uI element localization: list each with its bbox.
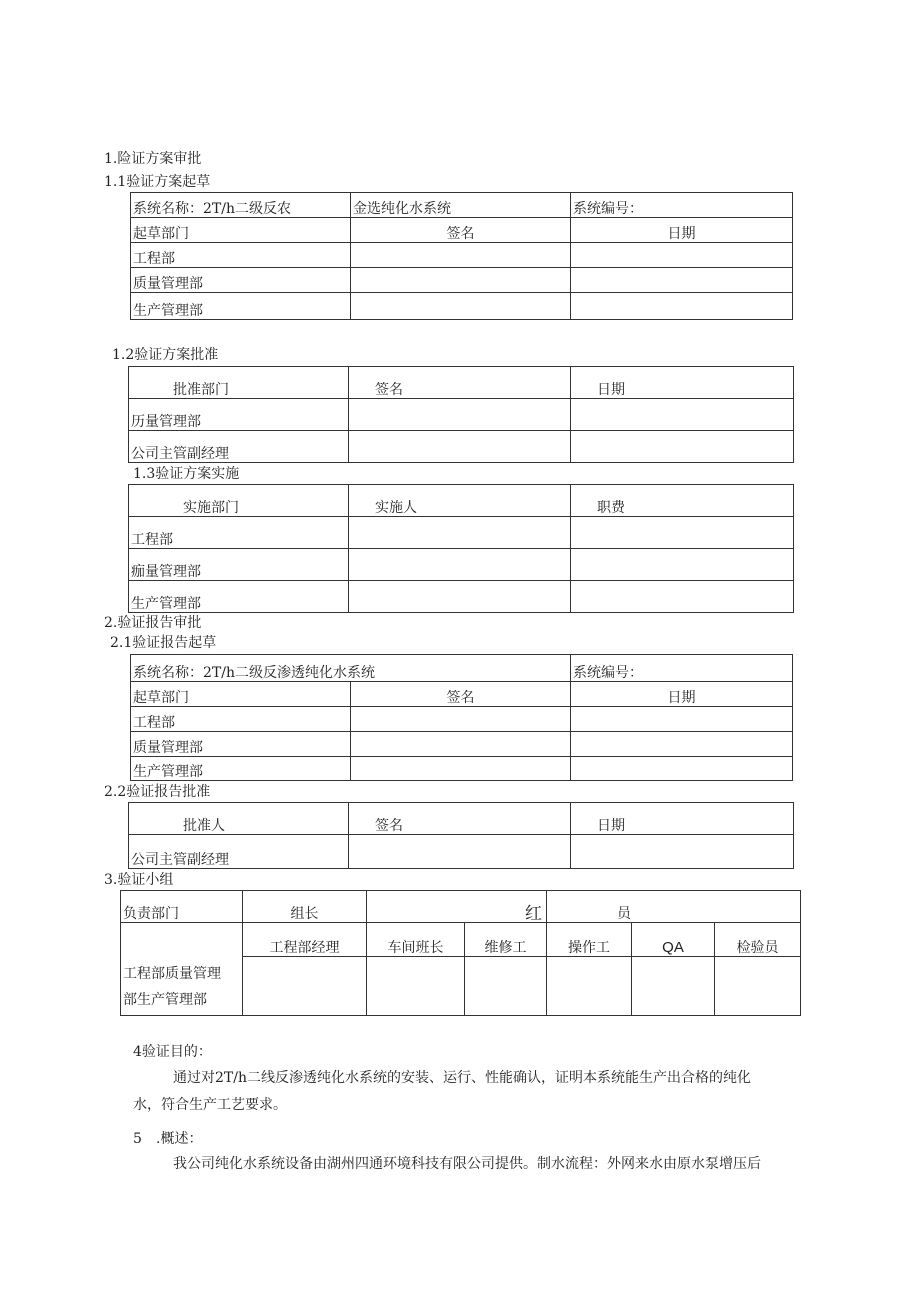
signature-cell[interactable]: [351, 268, 571, 293]
section-4-title: 4验证目的：: [133, 1044, 212, 1060]
report-system-name-cell: 系统名称：2T/h二级反渗透纯化水系统: [131, 655, 571, 682]
member-cell[interactable]: [367, 957, 465, 1016]
dept-production: 生产管理部: [131, 757, 351, 781]
leader-header: 组长: [243, 891, 367, 923]
dept-quality: 质量管理部: [131, 732, 351, 757]
signature-cell[interactable]: [349, 835, 571, 869]
signature-cell[interactable]: [349, 399, 571, 431]
section-1-1-title: 1.1验证方案起草: [104, 174, 211, 190]
date-header: 日期: [571, 218, 793, 243]
member-cell[interactable]: [547, 957, 632, 1016]
team-dept-line2: 部生产管理部: [123, 992, 207, 1008]
report-approval-table: [128, 802, 794, 869]
date-cell[interactable]: [571, 399, 794, 431]
plan-implementation-table: [128, 484, 794, 613]
signature-header: 签名: [351, 218, 571, 243]
draft-dept-header: 起草部门: [131, 682, 351, 707]
approver-header: 批准人: [129, 803, 349, 835]
section-5-title: .概述：: [156, 1131, 203, 1147]
role-operator: 操作工: [547, 923, 632, 957]
member-cell[interactable]: [465, 957, 547, 1016]
date-header: 日期: [571, 803, 794, 835]
member-cell[interactable]: [715, 957, 801, 1016]
implementer-header: 实施人: [349, 485, 571, 517]
plan-approval-table: [128, 366, 794, 463]
duty-cell[interactable]: [571, 517, 794, 549]
signature-cell[interactable]: [351, 707, 571, 732]
team-dept-line1: 工程部质量管理: [123, 966, 221, 982]
signature-cell[interactable]: [349, 431, 571, 463]
report-draft-table: [130, 654, 793, 781]
date-cell[interactable]: [571, 243, 793, 268]
date-cell[interactable]: [571, 707, 793, 732]
section-3-title: 3.验证小组: [104, 872, 174, 888]
dept-engineering: 工程部: [129, 517, 349, 549]
dept-gm: 公司主管副经理: [129, 431, 349, 463]
member-cell[interactable]: [243, 957, 367, 1016]
date-header: 日期: [571, 367, 794, 399]
signature-header: 签名: [349, 803, 571, 835]
section-4-line2: 水，符合生产工艺要求。: [133, 1097, 287, 1113]
impl-dept-header: 实施部门: [129, 485, 349, 517]
role-engineering-manager: 工程部经理: [243, 923, 367, 957]
section-5-number: 5: [133, 1131, 142, 1147]
member-header-left: 红: [367, 891, 547, 923]
date-cell[interactable]: [571, 431, 794, 463]
system-name-cell: 系统名称：2T/h二级反农: [131, 193, 351, 218]
signature-header: 签名: [349, 367, 571, 399]
date-cell[interactable]: [571, 293, 793, 320]
approve-dept-header: 批准部门: [129, 367, 349, 399]
implementer-cell[interactable]: [349, 549, 571, 581]
system-number-cell: 系统编号：: [571, 655, 793, 682]
dept-quality: 质量管理部: [131, 268, 351, 293]
section-4-line1: 通过对2T/h二线反渗透纯化水系统的安装、运行、性能确认，证明本系统能生产出合格的纯化: [173, 1070, 751, 1086]
section-1-2-title: 1.2验证方案批准: [112, 347, 219, 363]
system-number-cell: 系统编号：: [571, 193, 793, 218]
section-2-title: 2.验证报告审批: [104, 615, 202, 631]
role-shift-leader: 车间班长: [367, 923, 465, 957]
date-cell[interactable]: [571, 732, 793, 757]
draft-dept-header: 起草部门: [131, 218, 351, 243]
date-cell[interactable]: [571, 835, 794, 869]
role-maintenance: 维修工: [465, 923, 547, 957]
signature-cell[interactable]: [351, 732, 571, 757]
dept-header: 负责部门: [121, 891, 243, 923]
section-2-2-title: 2.2验证报告批准: [104, 784, 211, 800]
signature-cell[interactable]: [351, 757, 571, 781]
signature-cell[interactable]: [351, 243, 571, 268]
dept-quality: 痂量管理部: [129, 549, 349, 581]
dept-quality: 历量管理部: [129, 399, 349, 431]
member-cell[interactable]: [632, 957, 715, 1016]
role-qa: QA: [632, 923, 715, 957]
section-1-title: 1.险证方案审批: [104, 151, 202, 167]
dept-production: 生产管理部: [131, 293, 351, 320]
dept-engineering: 工程部: [131, 243, 351, 268]
implementer-cell[interactable]: [349, 517, 571, 549]
duty-cell[interactable]: [571, 549, 794, 581]
date-cell[interactable]: [571, 757, 793, 781]
signature-header: 签名: [351, 682, 571, 707]
dept-gm: 公司主管副经理: [129, 835, 349, 869]
date-cell[interactable]: [571, 268, 793, 293]
team-dept-cell: [121, 923, 243, 1016]
dept-engineering: 工程部: [131, 707, 351, 732]
dept-production: 生产管理部: [129, 581, 349, 613]
section-2-1-title: 2.1验证报告起草: [110, 635, 217, 651]
role-inspector: 检验员: [715, 923, 801, 957]
draft-approval-table: [130, 192, 793, 320]
section-5-line1: 我公司纯化水系统设备由湖州四通环境科技有限公司提供。制水流程：外网来水由原水泵增压后: [173, 1156, 761, 1172]
date-header: 日期: [571, 682, 793, 707]
section-1-3-title: 1.3验证方案实施: [133, 466, 240, 482]
validation-team-table: [120, 890, 801, 1016]
signature-cell[interactable]: [351, 293, 571, 320]
member-header-right: 员: [547, 891, 801, 923]
system-name-cont-cell: 金选纯化水系统: [351, 193, 571, 218]
implementer-cell[interactable]: [349, 581, 571, 613]
duty-header: 职费: [571, 485, 794, 517]
duty-cell[interactable]: [571, 581, 794, 613]
